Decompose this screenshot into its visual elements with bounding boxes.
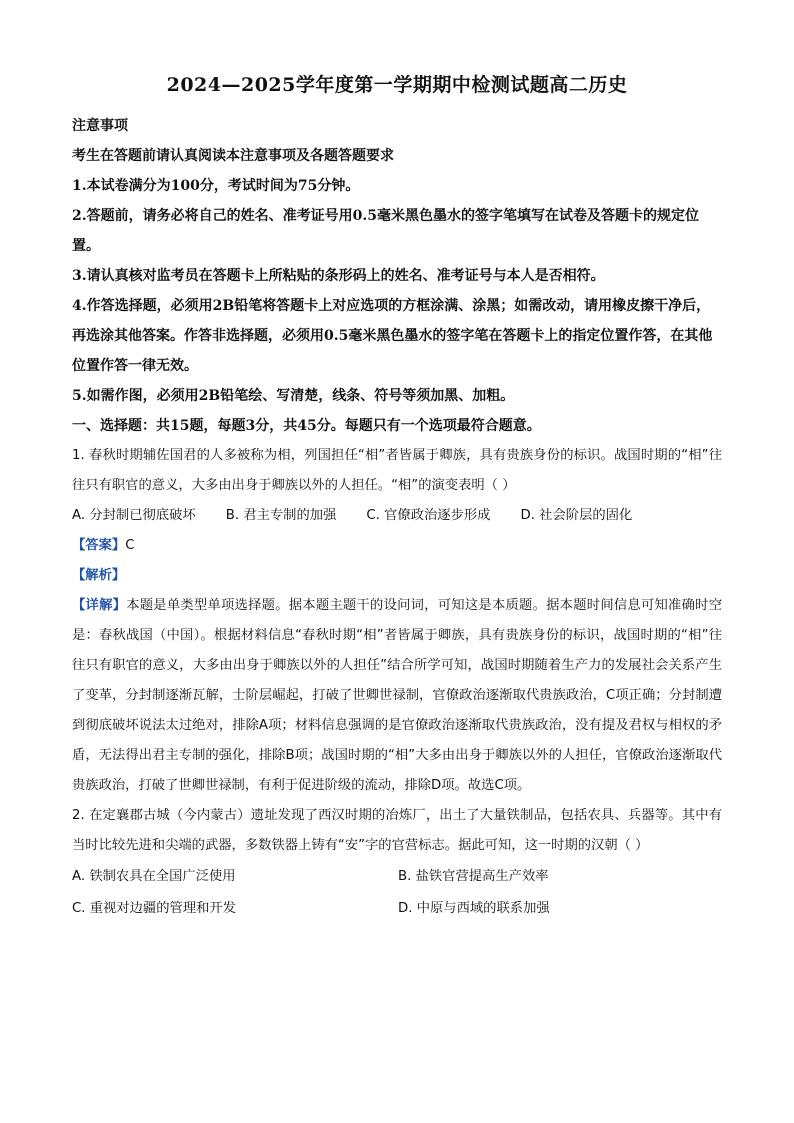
exam-page (72, 70, 722, 925)
question-1-options (72, 501, 722, 531)
question-2-options (72, 861, 722, 925)
notice-item: 3.请认真核对监考员在答题卡上所粘贴的条形码上的姓名、准考证号与本人是否相符。 (72, 268, 605, 284)
question-1-stem: 1. 春秋时期辅佐国君的人多被称为相，列国担任“相”者皆属于卿族，具有贵族身份的标识。战国时期的“相”往往只有职官的意义，大多由出身于卿族以外的人担任。“相”的演变表明（ ） (72, 448, 722, 493)
answer-tag: 【答案】 (72, 538, 126, 553)
section-heading: 一、选择题：共15题，每题3分，共45分。每题只有一个选项最符合题意。 (72, 418, 541, 434)
question-2-option-c: C. 重视对边疆的管理和开发 (72, 901, 237, 916)
question-1-option-d: D. 社会阶层的固化 (520, 508, 633, 523)
notice-heading: 注意事项 (72, 118, 128, 134)
detail-paragraph (72, 591, 722, 801)
question-1-option-b: B. 君主专制的加强 (225, 508, 337, 523)
analysis-tag: 【解析】 (72, 568, 126, 583)
answer-value: C (125, 538, 135, 553)
answer-line (72, 531, 722, 561)
page-title: 2024—2025学年度第一学期期中检测试题高二历史 (166, 74, 628, 96)
question-2-option-b: B. 盐铁官营提高生产效率 (398, 869, 549, 884)
notice-item: 1.本试卷满分为100分，考试时间为75分钟。 (72, 178, 360, 194)
analysis-line (72, 561, 722, 591)
question-2-option-d: D. 中原与西域的联系加强 (398, 901, 550, 916)
detail-text: 本题是单类型单项选择题。据本题主题干的设问词，可知这是本质题。据本题时间信息可知准确时空是：春秋战国（中国）。根据材料信息“春秋时期“相”者皆属于卿族，具有贵族身份的标识，战国时期的“相”往往只有职官的意义，大多由出身于卿族以外的人担任”结合所学可知，战国时期随着生产力的发展社会关系产生了变革，分封制逐渐瓦解，士阶层崛起，打破了世卿世禄制，官僚政治逐渐取代贵族政治，C项正确；分封制遭到彻底破坏说法太过绝对，排除A项；材料信息强调的是官僚政治逐渐取代贵族政治，没有提及君权与相权的矛盾，无法得出君主专制的强化，排除B项；战国时期的“相”大多由出身于卿族以外的人担任，官僚政治逐渐取代贵族政治，打破了世卿世禄制，有利于促进阶级的流动，排除D项。故选C项。 (72, 598, 722, 793)
question-2-stem: 2. 在定襄郡古城（今内蒙古）遗址发现了西汉时期的冶炼厂，出土了大量铁制品，包括农具、兵器等。其中有当时比较先进和尖端的武器，多数铁器上铸有“安”字的官营标志。据此可知，这一时期的汉朝（ ） (72, 808, 722, 853)
notice-item: 5.如需作图，必须用2B铅笔绘、写清楚，线条、符号等须加黑、加粗。 (72, 388, 515, 404)
question-1-option-a: A. 分封制已彻底破坏 (72, 508, 196, 523)
detail-tag: 【详解】 (72, 598, 127, 613)
question-2-option-a: A. 铁制农具在全国广泛使用 (72, 869, 236, 884)
question-1-option-c: C. 官僚政治逐步形成 (366, 508, 491, 523)
notice-item: 4.作答选择题，必须用2B铅笔将答题卡上对应选项的方框涂满、涂黑；如需改动，请用橡皮擦干净后，再选涂其他答案。作答非选择题，必须用0.5毫米黑色墨水的签字笔在答题卡上的指定位置作答，在其他位置作答一律无效。 (72, 298, 713, 374)
notice-intro: 考生在答题前请认真阅读本注意事项及各题答题要求 (72, 148, 394, 164)
notice-item: 2.答题前，请务必将自己的姓名、准考证号用0.5毫米黑色墨水的签字笔填写在试卷及答题卡的规定位置。 (72, 208, 699, 254)
